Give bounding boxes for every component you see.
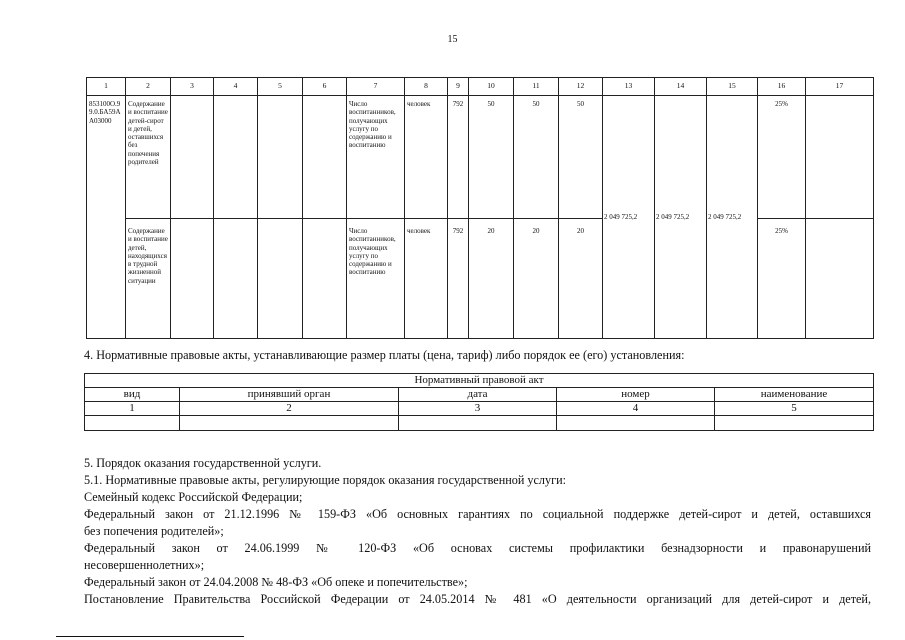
value-cell: 50 <box>514 96 559 219</box>
table-row <box>87 96 874 219</box>
regulatory-acts-table <box>84 373 874 431</box>
col-header: 12 <box>559 78 603 96</box>
col-header: 17 <box>806 78 874 96</box>
col-header: 11 <box>514 78 559 96</box>
section-5-heading: 5. Порядок оказания государственной услуги. <box>84 456 322 470</box>
deviation-cell: 25% <box>758 96 806 219</box>
section-4-heading: 4. Нормативные правовые акты, устанавливающие размер платы (цена, тариф) либо порядок ее (его) установления: <box>84 348 685 362</box>
col-header: 4 <box>214 78 258 96</box>
col-number: 5 <box>715 402 874 416</box>
unit-cell: человек <box>405 96 448 219</box>
col-header: номер <box>557 388 715 402</box>
col-header: 9 <box>448 78 469 96</box>
section-5-text <box>84 455 871 608</box>
col-header: 2 <box>126 78 171 96</box>
service-content-cell: Содержание и воспитание детей, находящихся в трудной жизненной ситуации <box>126 219 171 339</box>
list-item: без попечения родителей»; <box>84 524 224 538</box>
list-item: Постановление Правительства Российской Федерации от 24.05.2014 № 481 «О деятельности организаций для детей-сирот и детей, <box>84 592 871 606</box>
price-cell: 2 049 725,2 <box>655 96 707 339</box>
col-header: наименование <box>715 388 874 402</box>
unit-cell: человек <box>405 219 448 339</box>
col-header: 15 <box>707 78 758 96</box>
value-cell: 20 <box>514 219 559 339</box>
col-header: 5 <box>258 78 303 96</box>
price-cell: 2 049 725,2 <box>707 96 758 339</box>
footnote-separator <box>56 636 244 637</box>
list-item: несовершеннолетних»; <box>84 558 205 572</box>
col-number: 2 <box>180 402 399 416</box>
col-header: 10 <box>469 78 514 96</box>
col-header: принявший орган <box>180 388 399 402</box>
col-header: 7 <box>347 78 405 96</box>
price-cell: 2 049 725,2 <box>603 96 655 339</box>
col-header: 8 <box>405 78 448 96</box>
indicator-cell: Число воспитанников, получающих услугу по содержанию и воспитанию <box>347 96 405 219</box>
list-item: Федеральный закон от 24.06.1999 № 120-ФЗ «Об основах системы профилактики безнадзорности и правонарушений <box>84 541 871 555</box>
col-header: 16 <box>758 78 806 96</box>
col-header: 14 <box>655 78 707 96</box>
value-cell: 50 <box>559 96 603 219</box>
col-number: 3 <box>399 402 557 416</box>
service-content-cell: Содержание и воспитание детей-сирот и детей, оставшихся без попечения родителей <box>126 96 171 219</box>
col-header: 3 <box>171 78 214 96</box>
col-number: 1 <box>85 402 180 416</box>
okei-code-cell: 792 <box>448 219 469 339</box>
list-item: Семейный кодекс Российской Федерации; <box>84 490 303 504</box>
col-header: вид <box>85 388 180 402</box>
table-row <box>85 416 874 431</box>
list-item: Федеральный закон от 21.12.1996 № 159-ФЗ «Об основных гарантиях по социальной поддержке детей-сирот и детей, оставшихся <box>84 507 871 521</box>
table-title: Нормативный правовой акт <box>85 374 874 388</box>
value-cell: 20 <box>559 219 603 339</box>
col-header: 13 <box>603 78 655 96</box>
okei-code-cell: 792 <box>448 96 469 219</box>
value-cell: 20 <box>469 219 514 339</box>
col-header: 6 <box>303 78 347 96</box>
registry-code: 853100О.99.0.БА59АА03000 <box>87 96 126 339</box>
col-header: дата <box>399 388 557 402</box>
page-number: 15 <box>447 34 458 45</box>
subsection-heading: 5.1. Нормативные правовые акты, регулирующие порядок оказания государственной услуги: <box>84 473 566 487</box>
table-header-row <box>87 78 874 96</box>
col-header: 1 <box>87 78 126 96</box>
value-cell: 50 <box>469 96 514 219</box>
list-item: Федеральный закон от 24.04.2008 № 48-ФЗ «Об опеке и попечительстве»; <box>84 575 468 589</box>
col-number: 4 <box>557 402 715 416</box>
indicator-cell: Число воспитанников, получающих услугу по содержанию и воспитанию <box>347 219 405 339</box>
deviation-cell: 25% <box>758 219 806 339</box>
service-volume-table <box>86 77 874 339</box>
